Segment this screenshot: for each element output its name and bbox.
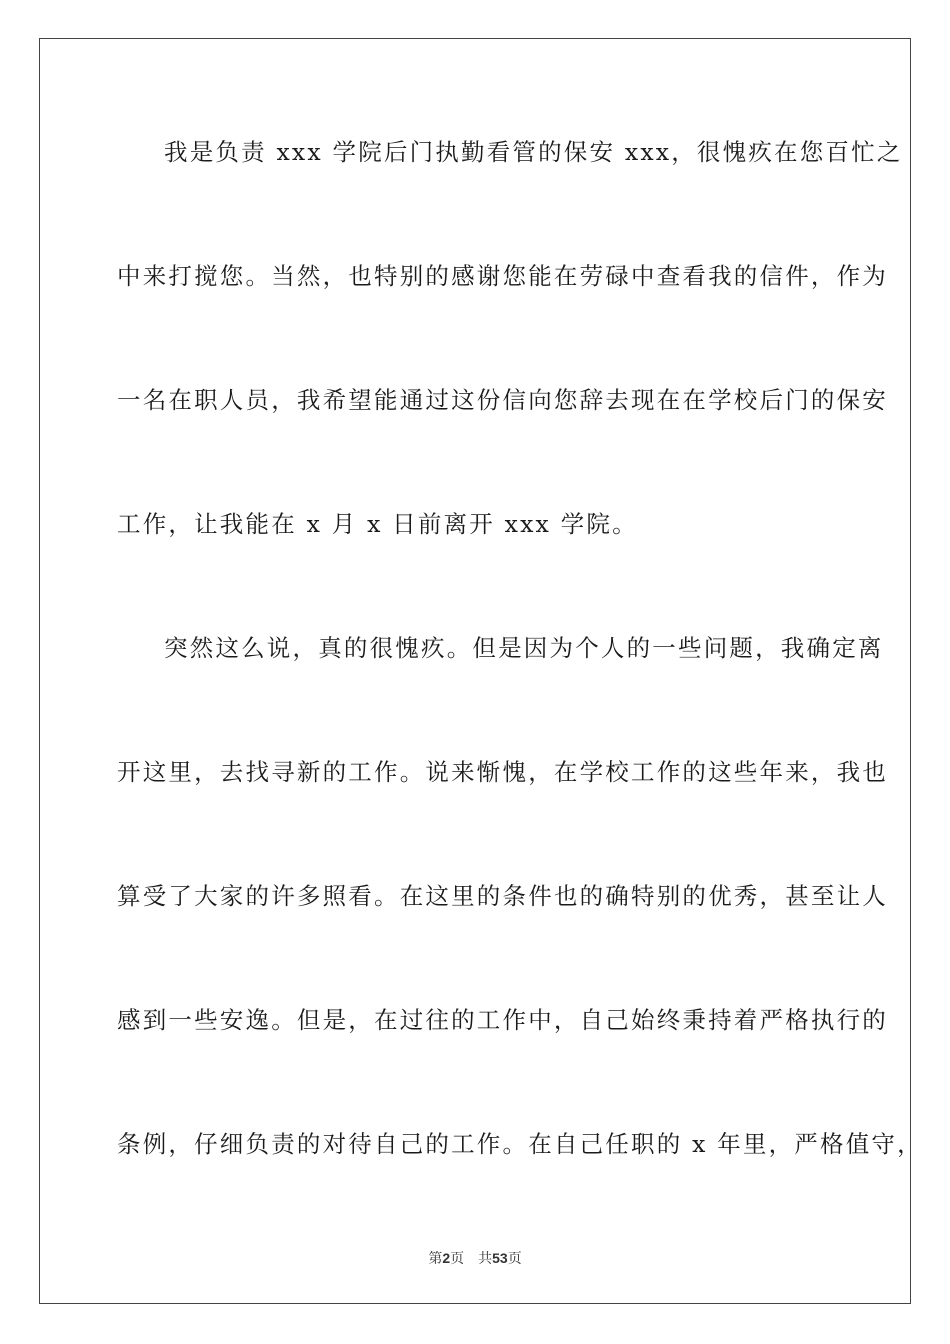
page-footer xyxy=(0,1248,950,1268)
page-number: 2 xyxy=(442,1250,451,1266)
body-line-7: 算受了大家的许多照看。在这里的条件也的确特别的优秀，甚至让人 xyxy=(117,882,888,910)
body-line-4: 工作，让我能在 x 月 x 日前离开 xxx 学院。 xyxy=(117,510,638,538)
body-line-1: 我是负责 xxx 学院后门执勤看管的保安 xxx，很愧疚在您百忙之 xyxy=(164,138,903,166)
total-pages: 53 xyxy=(492,1250,508,1266)
body-line-6: 开这里，去找寻新的工作。说来惭愧，在学校工作的这些年来，我也 xyxy=(117,758,888,786)
body-line-8: 感到一些安逸。但是，在过往的工作中，自己始终秉持着严格执行的 xyxy=(117,1006,888,1034)
body-line-3: 一名在职人员，我希望能通过这份信向您辞去现在在学校后门的保安 xyxy=(117,386,888,414)
body-line-5: 突然这么说，真的很愧疚。但是因为个人的一些问题，我确定离 xyxy=(164,634,884,662)
total-prefix: 共 xyxy=(478,1251,493,1267)
page-suffix: 页 xyxy=(450,1251,465,1267)
total-suffix: 页 xyxy=(507,1251,522,1267)
page-border xyxy=(39,38,923,1304)
body-line-9: 条例，仔细负责的对待自己的工作。在自己任职的 x 年里，严格值守， xyxy=(117,1130,923,1158)
body-line-2: 中来打搅您。当然，也特别的感谢您能在劳碌中查看我的信件，作为 xyxy=(117,262,888,290)
page-prefix: 第 xyxy=(428,1251,443,1267)
